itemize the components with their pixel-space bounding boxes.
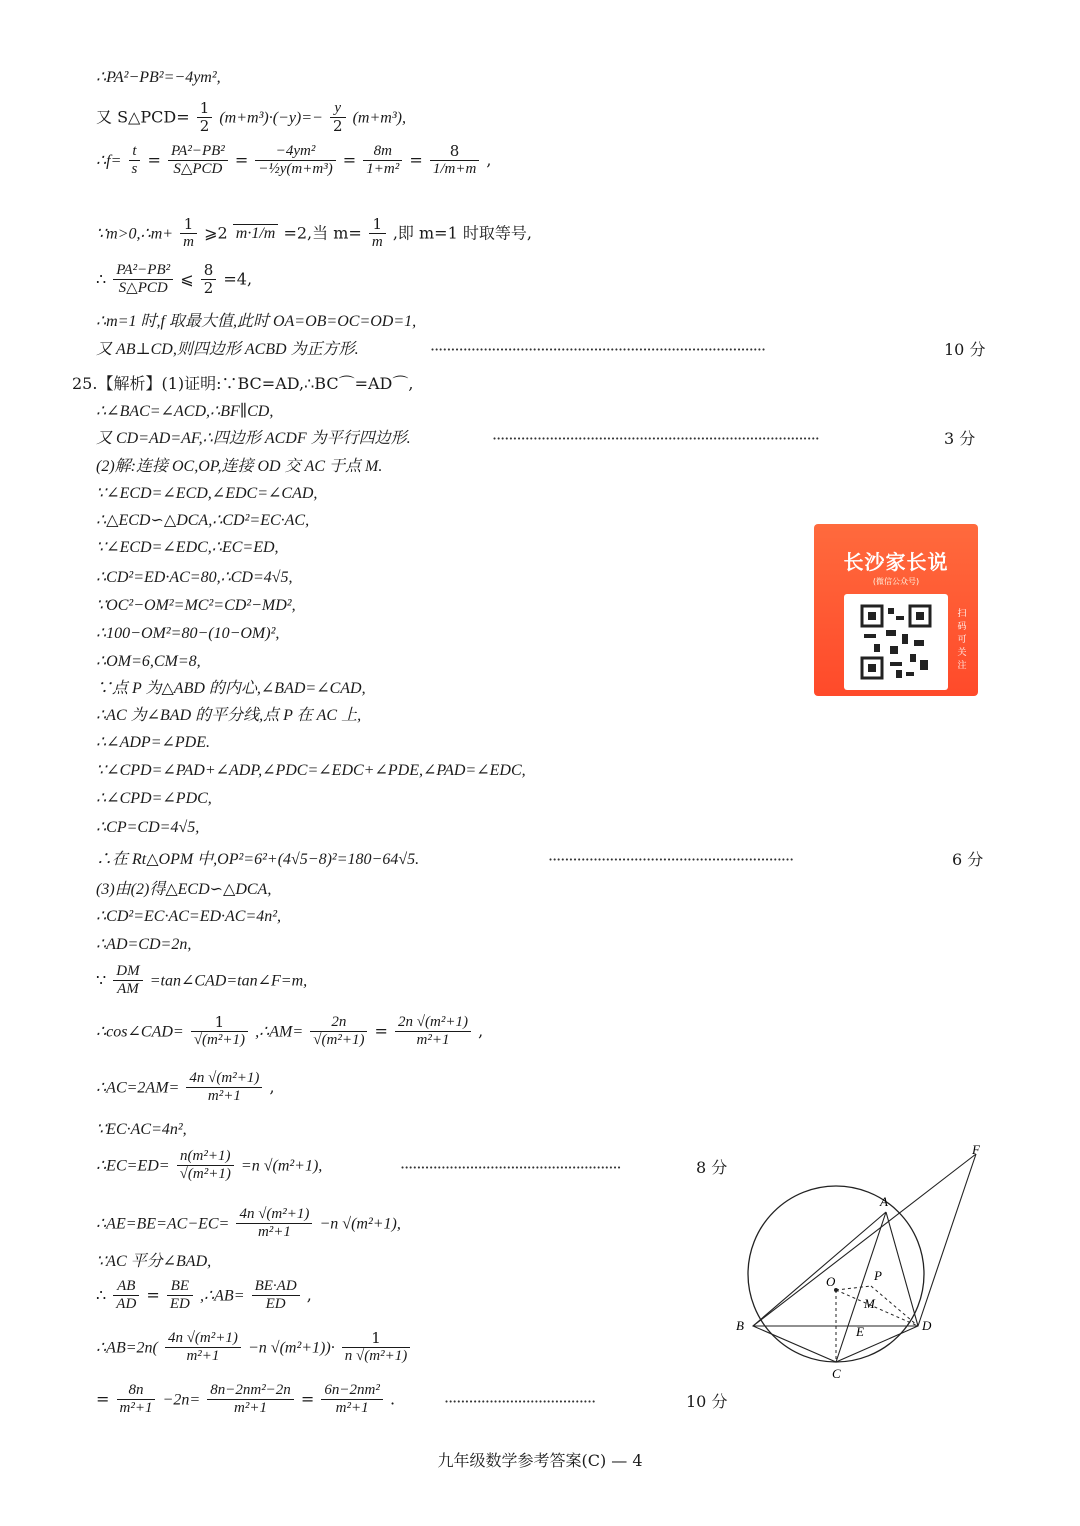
eq-ec: ∴EC=ED= $\frac{\text{n(m²+1)}}{\text{√(m²+1)}}$ =n √(m²+1), xyxy=(96,1148,323,1183)
step: ∵点 P 为△ABD 的内心,∠BAD=∠CAD, xyxy=(96,680,366,697)
fraction: $\frac{\text{4n √(m²+1)}}{\text{m²+1}}$ xyxy=(236,1206,312,1242)
fraction: $\frac{1}{m}$ xyxy=(180,216,197,252)
fraction: $\frac{BE}{ED}$ xyxy=(167,1278,193,1314)
svg-text:C: C xyxy=(832,1366,841,1380)
qr-subtitle: (微信公众号) xyxy=(872,577,920,586)
step: ∵EC·AC=4n², xyxy=(96,1121,187,1138)
step: (3)由(2)得△ECD∽△DCA, xyxy=(96,881,272,898)
score-10b: 10 分 xyxy=(686,1392,728,1411)
step: ∴AC 为∠BAD 的平分线,点 P 在 AC 上, xyxy=(96,707,362,724)
eq-pa-pb: ∴PA²−PB²=−4ym², xyxy=(96,69,221,86)
fraction: $\frac{\text{n(m²+1)}}{\text{√(m²+1)}}$ xyxy=(177,1148,234,1184)
fraction: $\frac{1}{m}$ xyxy=(369,216,386,252)
fraction: $\frac{1}{\text{√(m²+1)}}$ xyxy=(191,1014,248,1050)
leader-dots: ················································································ xyxy=(492,429,819,448)
eq-inequality: ∵m>0,∴m+ $\frac{1}{m}$ ⩾2 m·1/m =2,当 m= $\frac{1}{m}$ ,即 m=1 时取等号, xyxy=(96,215,532,251)
leader-dots: ····································· xyxy=(444,1392,596,1411)
svg-text:D: D xyxy=(922,1318,932,1333)
segment-op xyxy=(836,1286,871,1290)
eq-final: = $\frac{8n}{\text{m²+1}}$ −2n= $\frac{\text{8n−2nm²−2n}}{\text{m²+1}}$ = $\frac{\text{6n−2nm²}}{\text{m²+1}}$ . xyxy=(96,1382,396,1417)
step: ∴在 Rt△OPM 中,OP²=6²+(4√5−8)²=180−64√5. xyxy=(96,851,420,868)
step: ∴∠CPD=∠PDC, xyxy=(96,790,212,807)
fraction: $\frac{\text{4n √(m²+1)}}{\text{m²+1}}$ xyxy=(186,1070,262,1106)
svg-text:B: B xyxy=(736,1318,744,1333)
step: ∴AD=CD=2n, xyxy=(96,936,192,953)
svg-text:O: O xyxy=(826,1274,836,1289)
score-3: 3 分 xyxy=(944,429,976,448)
fraction: $\frac{\text{6n−2nm²}}{\text{m²+1}}$ xyxy=(321,1382,382,1418)
eq-max: ∴ $\frac{\text{PA²−PB²}}{\text{S△PCD}}$ ⩽ $\frac{8}{2}$ =4, xyxy=(96,261,253,298)
geometry-figure xyxy=(730,1140,990,1380)
score-6: 6 分 xyxy=(952,850,984,869)
eq-f: ∴f= $\frac{t}{s}$ = $\frac{\text{PA²−PB²}}{\text{S△PCD}}$ = $\frac{\text{−4ym²}}{\text{−½y(m+m³)}}$ = $\frac{8m}{\text{1+m²}}$ = $\frac{8}{1/m+m}$ , xyxy=(96,142,492,178)
q25-header: 25.【解析】(1)证明:∵BC=AD,∴BC⌒=AD⌒, xyxy=(72,374,414,393)
fraction: $\frac{t}{s}$ xyxy=(129,143,141,179)
fraction: $\frac{\text{8n−2nm²−2n}}{\text{m²+1}}$ xyxy=(207,1382,294,1418)
fraction: $\frac{1}{\text{n √(m²+1)}}$ xyxy=(342,1330,410,1366)
step: ∴△ECD∽△DCA,∴CD²=EC·AC, xyxy=(96,512,310,529)
step: ∵OC²−OM²=MC²=CD²−MD², xyxy=(96,597,296,614)
leader-dots: ···························································· xyxy=(548,850,794,869)
eq-square: 又 AB⊥CD,则四边形 ACBD 为正方形. xyxy=(96,341,359,358)
step: ∴∠ADP=∠PDE. xyxy=(96,734,210,751)
step: ∴CD²=EC·AC=ED·AC=4n², xyxy=(96,908,282,925)
page-footer: 九年级数学参考答案(C) — 4 xyxy=(437,1451,643,1470)
step: ∵∠ECD=∠ECD,∠EDC=∠CAD, xyxy=(96,485,318,502)
step: ∴100−OM²=80−(10−OM)², xyxy=(96,625,280,642)
fraction: $\frac{DM}{AM}$ xyxy=(113,963,142,999)
segment-od xyxy=(836,1290,918,1326)
step: ∵AC 平分∠BAD, xyxy=(96,1253,212,1270)
eq-ab-ad: ∴ $\frac{AB}{AD}$ = $\frac{BE}{ED}$ ,∴AB= $\frac{BE\cdot AD}{ED}$ , xyxy=(96,1278,312,1313)
eq-ac: ∴AC=2AM= $\frac{\text{4n √(m²+1)}}{\text{m²+1}}$ , xyxy=(96,1070,275,1105)
step: ∴CP=CD=4√5, xyxy=(96,819,200,836)
svg-text:M: M xyxy=(864,1296,875,1311)
fraction: $\frac{\text{2n √(m²+1)}}{\text{m²+1}}$ xyxy=(395,1014,471,1050)
step: ∵∠CPD=∠PAD+∠ADP,∠PDC=∠EDC+∠PDE,∠PAD=∠EDC, xyxy=(96,762,526,779)
fraction: $\frac{\text{PA²−PB²}}{\text{S△PCD}}$ xyxy=(168,143,228,179)
eq-ae: ∴AE=BE=AC−EC= $\frac{\text{4n √(m²+1)}}{\text{m²+1}}$ −n √(m²+1), xyxy=(96,1206,401,1241)
fraction: $\frac{8}{1/m+m}$ xyxy=(430,143,479,179)
leader-dots: ·················································································· xyxy=(430,340,766,359)
qr-promo-card[interactable] xyxy=(814,524,978,696)
svg-text:F: F xyxy=(972,1142,980,1157)
fraction: $\frac{2n}{\text{√(m²+1)}}$ xyxy=(310,1014,367,1050)
svg-text:A: A xyxy=(880,1194,888,1209)
step: 又 CD=AD=AF,∴四边形 ACDF 为平行四边形. xyxy=(96,430,411,447)
fraction: $\frac{1}{2}$ xyxy=(197,100,213,136)
qr-side-label: 扫码可关注 xyxy=(957,609,967,671)
step: ∴CD²=ED·AC=80,∴CD=4√5, xyxy=(96,569,293,586)
eq-dm-am: ∵ $\frac{DM}{AM}$ =tan∠CAD=tan∠F=m, xyxy=(96,963,308,998)
fraction: $\frac{\text{PA²−PB²}}{\text{S△PCD}}$ xyxy=(113,262,173,298)
svg-text:E: E xyxy=(856,1324,864,1339)
score-8: 8 分 xyxy=(696,1158,728,1177)
segment-df xyxy=(918,1154,976,1326)
eq-area: 又 S△PCD= $\frac{1}{2}$ (m+m³)·(−y)=− $\frac{y}{2}$ (m+m³), xyxy=(96,99,406,136)
fraction: $\frac{8}{2}$ xyxy=(201,262,217,298)
step: ∴OM=6,CM=8, xyxy=(96,653,201,670)
fraction: $\frac{\text{4n √(m²+1)}}{\text{m²+1}}$ xyxy=(165,1330,241,1366)
eq-ab: ∴AB=2n( $\frac{\text{4n √(m²+1)}}{\text{m²+1}}$ −n √(m²+1))· $\frac{1}{\text{n √(m²+1)}}$ xyxy=(96,1330,412,1366)
step: (2)解:连接 OC,OP,连接 OD 交 AC 于点 M. xyxy=(96,458,383,475)
eq-m1: ∴m=1 时,f 取最大值,此时 OA=OB=OC=OD=1, xyxy=(96,313,417,330)
step: ∴∠BAC=∠ACD,∴BF∥CD, xyxy=(96,403,274,420)
svg-text:P: P xyxy=(874,1268,882,1283)
step: ∵∠ECD=∠EDC,∴EC=ED, xyxy=(96,539,279,556)
fraction: $\frac{\text{−4ym²}}{\text{−½y(m+m³)}}$ xyxy=(255,143,335,179)
fraction: $\frac{BE\cdot AD}{ED}$ xyxy=(252,1278,300,1314)
qr-title: 长沙家长说 xyxy=(843,550,949,574)
fraction: $\frac{y}{2}$ xyxy=(330,100,346,136)
fraction: $\frac{8m}{\text{1+m²}}$ xyxy=(363,143,402,179)
eq-cos: ∴cos∠CAD= $\frac{1}{\text{√(m²+1)}}$ ,∴AM= $\frac{2n}{\text{√(m²+1)}}$ = $\frac{\text{2n √(m²+1)}}{\text{m²+1}}$ , xyxy=(96,1013,484,1049)
fraction: $\frac{AB}{AD}$ xyxy=(113,1278,139,1314)
leader-dots: ······················································ xyxy=(400,1158,621,1177)
qr-code-icon[interactable] xyxy=(844,594,948,690)
fraction: $\frac{8n}{\text{m²+1}}$ xyxy=(117,1382,156,1418)
score-10: 10 分 xyxy=(944,340,986,359)
